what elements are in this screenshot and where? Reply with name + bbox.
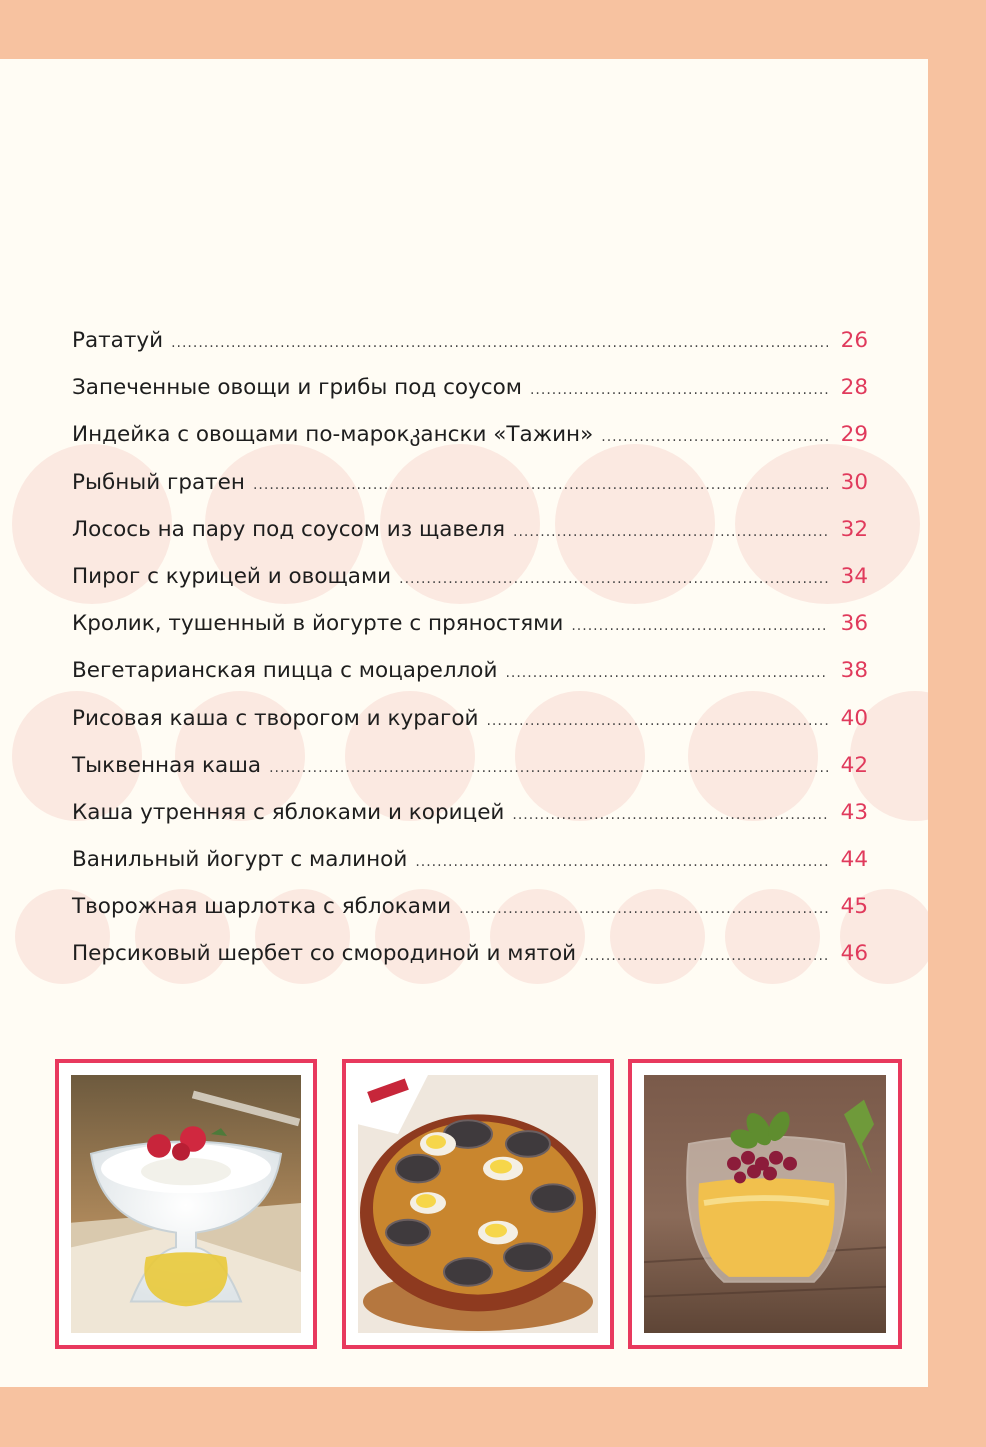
dot-leader: [571, 618, 828, 634]
dot-leader: [459, 901, 828, 917]
toc-page-number: 42: [840, 752, 868, 778]
toc-entry-title: Кролик, тушенный в йогурте с пряностями: [72, 611, 564, 637]
toc-entry-title: Персиковый шербет со смородиной и мятой: [72, 941, 577, 967]
dot-leader: [486, 713, 828, 729]
dot-leader: [584, 948, 828, 964]
toc-entry[interactable]: [72, 800, 868, 847]
toc-entry-title: Творожная шарлотка с яблоками: [72, 894, 452, 920]
toc-entry-title: Ванильный йогурт с малиной: [72, 847, 408, 873]
toc-entry-title: Запеченные овощи и грибы под соусом: [72, 375, 522, 401]
photo-frame-sherbet: [628, 1059, 902, 1349]
toc-entry-title: Лосось на пару под соусом из щавеля: [72, 516, 506, 542]
toc-entry[interactable]: [72, 706, 868, 753]
toc-entry[interactable]: [72, 470, 868, 517]
dot-leader: [530, 382, 828, 398]
toc-entry-title: Индейка с овощами по-марокკански «Тажин»: [72, 422, 594, 448]
peach-sherbet-photo: [644, 1075, 886, 1333]
dot-leader: [269, 760, 828, 776]
photo-frame-pizza: [342, 1059, 614, 1349]
toc-entry[interactable]: [72, 375, 868, 422]
toc-entry[interactable]: [72, 517, 868, 564]
toc-entry[interactable]: [72, 564, 868, 611]
dot-leader: [505, 665, 828, 681]
toc-page-number: 30: [840, 469, 868, 495]
toc-entry[interactable]: [72, 894, 868, 941]
toc-page-number: 28: [840, 375, 868, 401]
table-of-contents: [72, 328, 868, 989]
toc-entry[interactable]: [72, 847, 868, 894]
toc-page-number: 29: [840, 422, 868, 448]
toc-page-number: 46: [840, 941, 868, 967]
toc-entry-title: Рыбный гратен: [72, 469, 245, 495]
toc-page-number: 36: [840, 611, 868, 637]
toc-entry[interactable]: [72, 422, 868, 469]
dot-leader: [601, 429, 828, 445]
toc-page-number: 40: [840, 705, 868, 731]
photo-frame-yogurt: [55, 1059, 317, 1349]
toc-entry[interactable]: [72, 658, 868, 705]
toc-entry-title: Тыквенная каша: [72, 752, 262, 778]
toc-page-number: 43: [840, 799, 868, 825]
toc-entry-title: Каша утренняя с яблоками и корицей: [72, 799, 505, 825]
toc-page-number: 38: [840, 658, 868, 684]
toc-entry-title: Рататуй: [72, 328, 164, 353]
toc-page-number: 45: [840, 894, 868, 920]
toc-entry[interactable]: [72, 328, 868, 375]
toc-entry-title: Пирог с курицей и овощами: [72, 563, 392, 589]
dot-leader: [415, 854, 828, 870]
dot-leader: [513, 524, 828, 540]
dot-leader: [399, 571, 828, 587]
toc-entry-title: Вегетарианская пицца с моцареллой: [72, 658, 498, 684]
toc-entry[interactable]: [72, 753, 868, 800]
toc-entry[interactable]: [72, 941, 868, 988]
toc-entry[interactable]: [72, 611, 868, 658]
dot-leader: [171, 335, 828, 351]
toc-page-number: 32: [840, 516, 868, 542]
toc-entry-title: Рисовая каша с творогом и курагой: [72, 705, 479, 731]
dot-leader: [253, 477, 828, 493]
yogurt-dessert-photo: [71, 1075, 301, 1333]
vegetable-pizza-photo: [358, 1075, 598, 1333]
toc-page-number: 26: [840, 328, 868, 353]
toc-page-number: 34: [840, 563, 868, 589]
dot-leader: [512, 807, 828, 823]
toc-page-number: 44: [840, 847, 868, 873]
